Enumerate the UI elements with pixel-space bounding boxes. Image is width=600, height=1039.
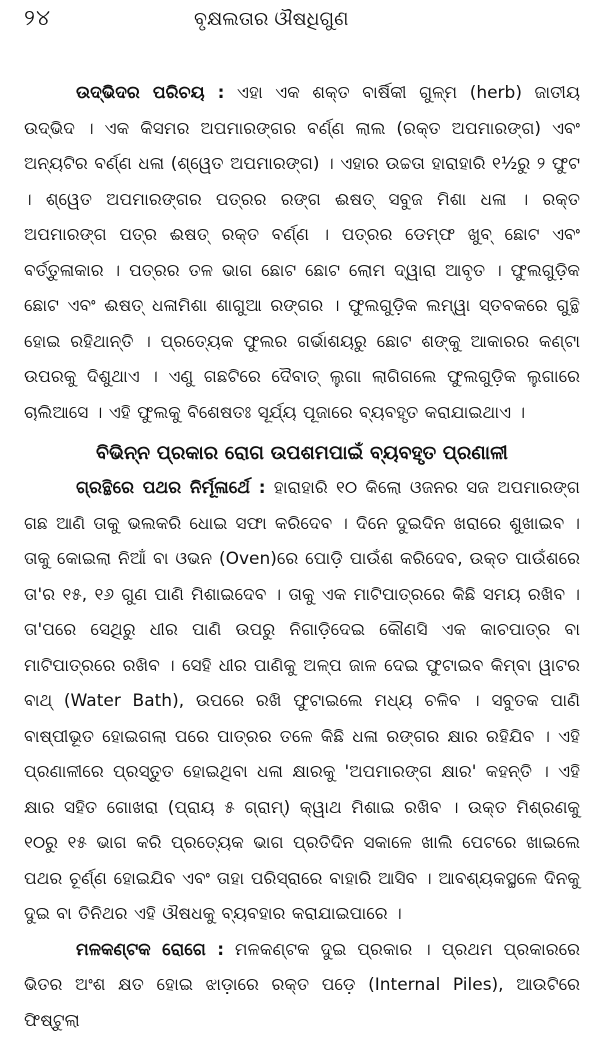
section-heading: ବିଭିନ୍ନ ପ୍ରକାର ରୋଗ ଉପଶମପାଇଁ ବ୍ୟବହୃତ ପ୍ରଣାଳୀ [24, 435, 580, 471]
paragraph-piles [24, 933, 580, 1039]
running-title: ବୃକ୍ଷଲତାର ଔଷଧିଗୁଣ [194, 8, 348, 30]
page-number: ୨୪ [24, 6, 194, 31]
paragraph-kidney-stone [24, 471, 580, 933]
paragraph-plant-introduction [24, 76, 580, 431]
paragraph-text-plant-introduction: ଏହା ଏକ ଶକ୍ତ ବାର୍ଷିକୀ ଗୁଳ୍ମ (herb) ଜାତୀୟ ଉଦ୍ଭିଦ । ଏକ କିସମର ଅପମାରଙ୍ଗର ବର୍ଣ୍ଣ ଲାଲ (ରକ୍ତ ଅପମାରଙ୍ଗ) ଏବଂ ଅନ୍ୟଟିର ବର୍ଣ୍ଣ ଧଳା (ଶ୍ୱେତ ଅପମାରଙ୍ଗ) । ଏହାର ଉଚ୍ଚତା ହାରାହାରି ୧½ରୁ ୨ ଫୁଟ । ଶ୍ୱେତ ଅପମାରଙ୍ଗର ପତ୍ରର ରଙ୍ଗ ଈଷତ୍ ସବୁଜ ମିଶା ଧଳା । ରକ୍ତ ଅପମାରଙ୍ଗ ପତ୍ର ଈଷତ୍ ରକ୍ତ ବର୍ଣ୍ଣ । ପତ୍ରର ଡେମ୍ଫ ଖୁବ୍ ଛୋଟ ଏବଂ ବର୍ତ୍ତୁଳାକାର । ପତ୍ରର ତଳ ଭାଗ ଛୋଟ ଛୋଟ ଲୋମ ଦ୍ୱାରା ଆବୃତ । ଫୁଲଗୁଡ଼ିକ ଛୋଟ ଏବଂ ଈଷତ୍ ଧଳାମିଶା ଶାଗୁଆ ରଙ୍ଗର । ଫୁଲଗୁଡ଼ିକ ଲମ୍ୱା ସ୍ତବକରେ ଗୁନ୍ଥି ହୋଇ ରହିଥାନ୍ତି । ପ୍ରତ୍ୟେକ ଫୁଲର ଗର୍ଭାଶୟରୁ ଛୋଟ ଶଙ୍କୁ ଆକାରର କଣ୍ଟା ଉପରକୁ ଦିଶୁଥାଏ । ଏଣୁ ଗଛଟିରେ ଦୈବାତ୍ ଲୁଗା ଲାଗିଗଲେ ଫୁଲଗୁଡ଼ିକ ଲୁଗାରେ ଚାଲିଆସେ । ଏହି ଫୁଲକୁ ବିଶେଷତଃ ସୂର୍ଯ୍ୟ ପୂଜାରେ ବ୍ୟବହୃତ କରାଯାଇଥାଏ । [24, 83, 580, 423]
paragraph-text-kidney-stone: ହାରାହାରି ୧୦ କିଲୋ ଓଜନର ସଜ ଅପମାରଙ୍ଗ ଗଛ ଆଣି ତାକୁ ଭଲକରି ଧୋଇ ସଫା କରିଦେବ । ଦିନେ ଦୁଇଦିନ ଖରାରେ ଶୁଖାଇବ । ତାକୁ କୋଇଲା ନିଆଁ ବା ଓଭନ (Oven)ରେ ପୋଡ଼ି ପାଉଁଶ କରିଦେବ, ଉକ୍ତ ପାଉଁଶରେ ତା'ର ୧୫, ୧୬ ଗୁଣ ପାଣି ମିଶାଇଦେବ । ତାକୁ ଏକ ମାଟିପାତ୍ରରେ କିଛି ସମୟ ରଖିବ । ତା'ପରେ ସେଥିରୁ ଧୀର ପାଣି ଉପରୁ ନିଗାଡ଼ିଦେଇ କୌଣସି ଏକ କାଚପାତ୍ର ବା ମାଟିପାତ୍ରରେ ରଖିବ । ସେହି ଧୀର ପାଣିକୁ ଅଳ୍ପ ଜାଳ ଦେଇ ଫୁଟାଇବ କିମ୍ବା ୱାଟର ବାଥ୍ (Water Bath), ଉପରେ ରଖି ଫୁଟାଇଲେ ମଧ୍ୟ ଚଳିବ । ସବୁତକ ପାଣି ବାଷ୍ପୀଭୂତ ହୋଇଗଲା ପରେ ପାତ୍ରର ତଳେ କିଛି ଧଳା ରଙ୍ଗର କ୍ଷାର ରହିଯିବ । ଏହି ପ୍ରଣାଳୀରେ ପ୍ରସ୍ତୁତ ହୋଇଥିବା ଧଳା କ୍ଷାରକୁ 'ଅପମାରଙ୍ଗ କ୍ଷାର' କହନ୍ତି । ଏହି କ୍ଷାର ସହିତ ଗୋଖରା (ପ୍ରାୟ ୫ ଗ୍ରାମ୍) କ୍ୱାଥ ମିଶାଇ ରଖିବ । ଉକ୍ତ ମିଶ୍ରଣକୁ ୧୦ରୁ ୧୫ ଭାଗ କରି ପ୍ରତ୍ୟେକ ଭାଗ ପ୍ରତିଦିନ ସକାଳେ ଖାଲି ପେଟରେ ଖାଇଲେ ପଥର ଚୂର୍ଣ୍ଣ ହୋଇଯିବ ଏବଂ ତାହା ପରିସ୍ରାରେ ବାହାରି ଆସିବ । ଆବଶ୍ୟକସ୍ଥଳେ ଦିନକୁ ଦୁଇ ବା ତିନିଥର ଏହି ଔଷଧକୁ ବ୍ୟବହାର କରାଯାଇପାରେ । [24, 478, 580, 924]
paragraph-text-piles: ମଳକଣ୍ଟକ ଦୁଇ ପ୍ରକାର । ପ୍ରଥମ ପ୍ରକାରରେ ଭିତର ଅଂଶ କ୍ଷତ ହୋଇ ଝାଡ଼ାରେ ରକ୍ତ ପଡ଼େ (Internal Piles), ଆଉଟିରେ ଫିଷ୍ଟୁଲା [24, 940, 580, 1031]
page-header [24, 6, 580, 51]
paragraph-lead-kidney-stone: ଗ୍ରନ୍ଥିରେ ପଥର ନିର୍ମୂଳାର୍ଥେ : [76, 478, 266, 498]
paragraph-lead-plant-introduction: ଉଦ୍ଭିଦର ପରିଚୟ : [76, 83, 224, 103]
paragraph-lead-piles: ମଳକଣ୍ଟକ ରୋଗେ : [76, 940, 224, 960]
